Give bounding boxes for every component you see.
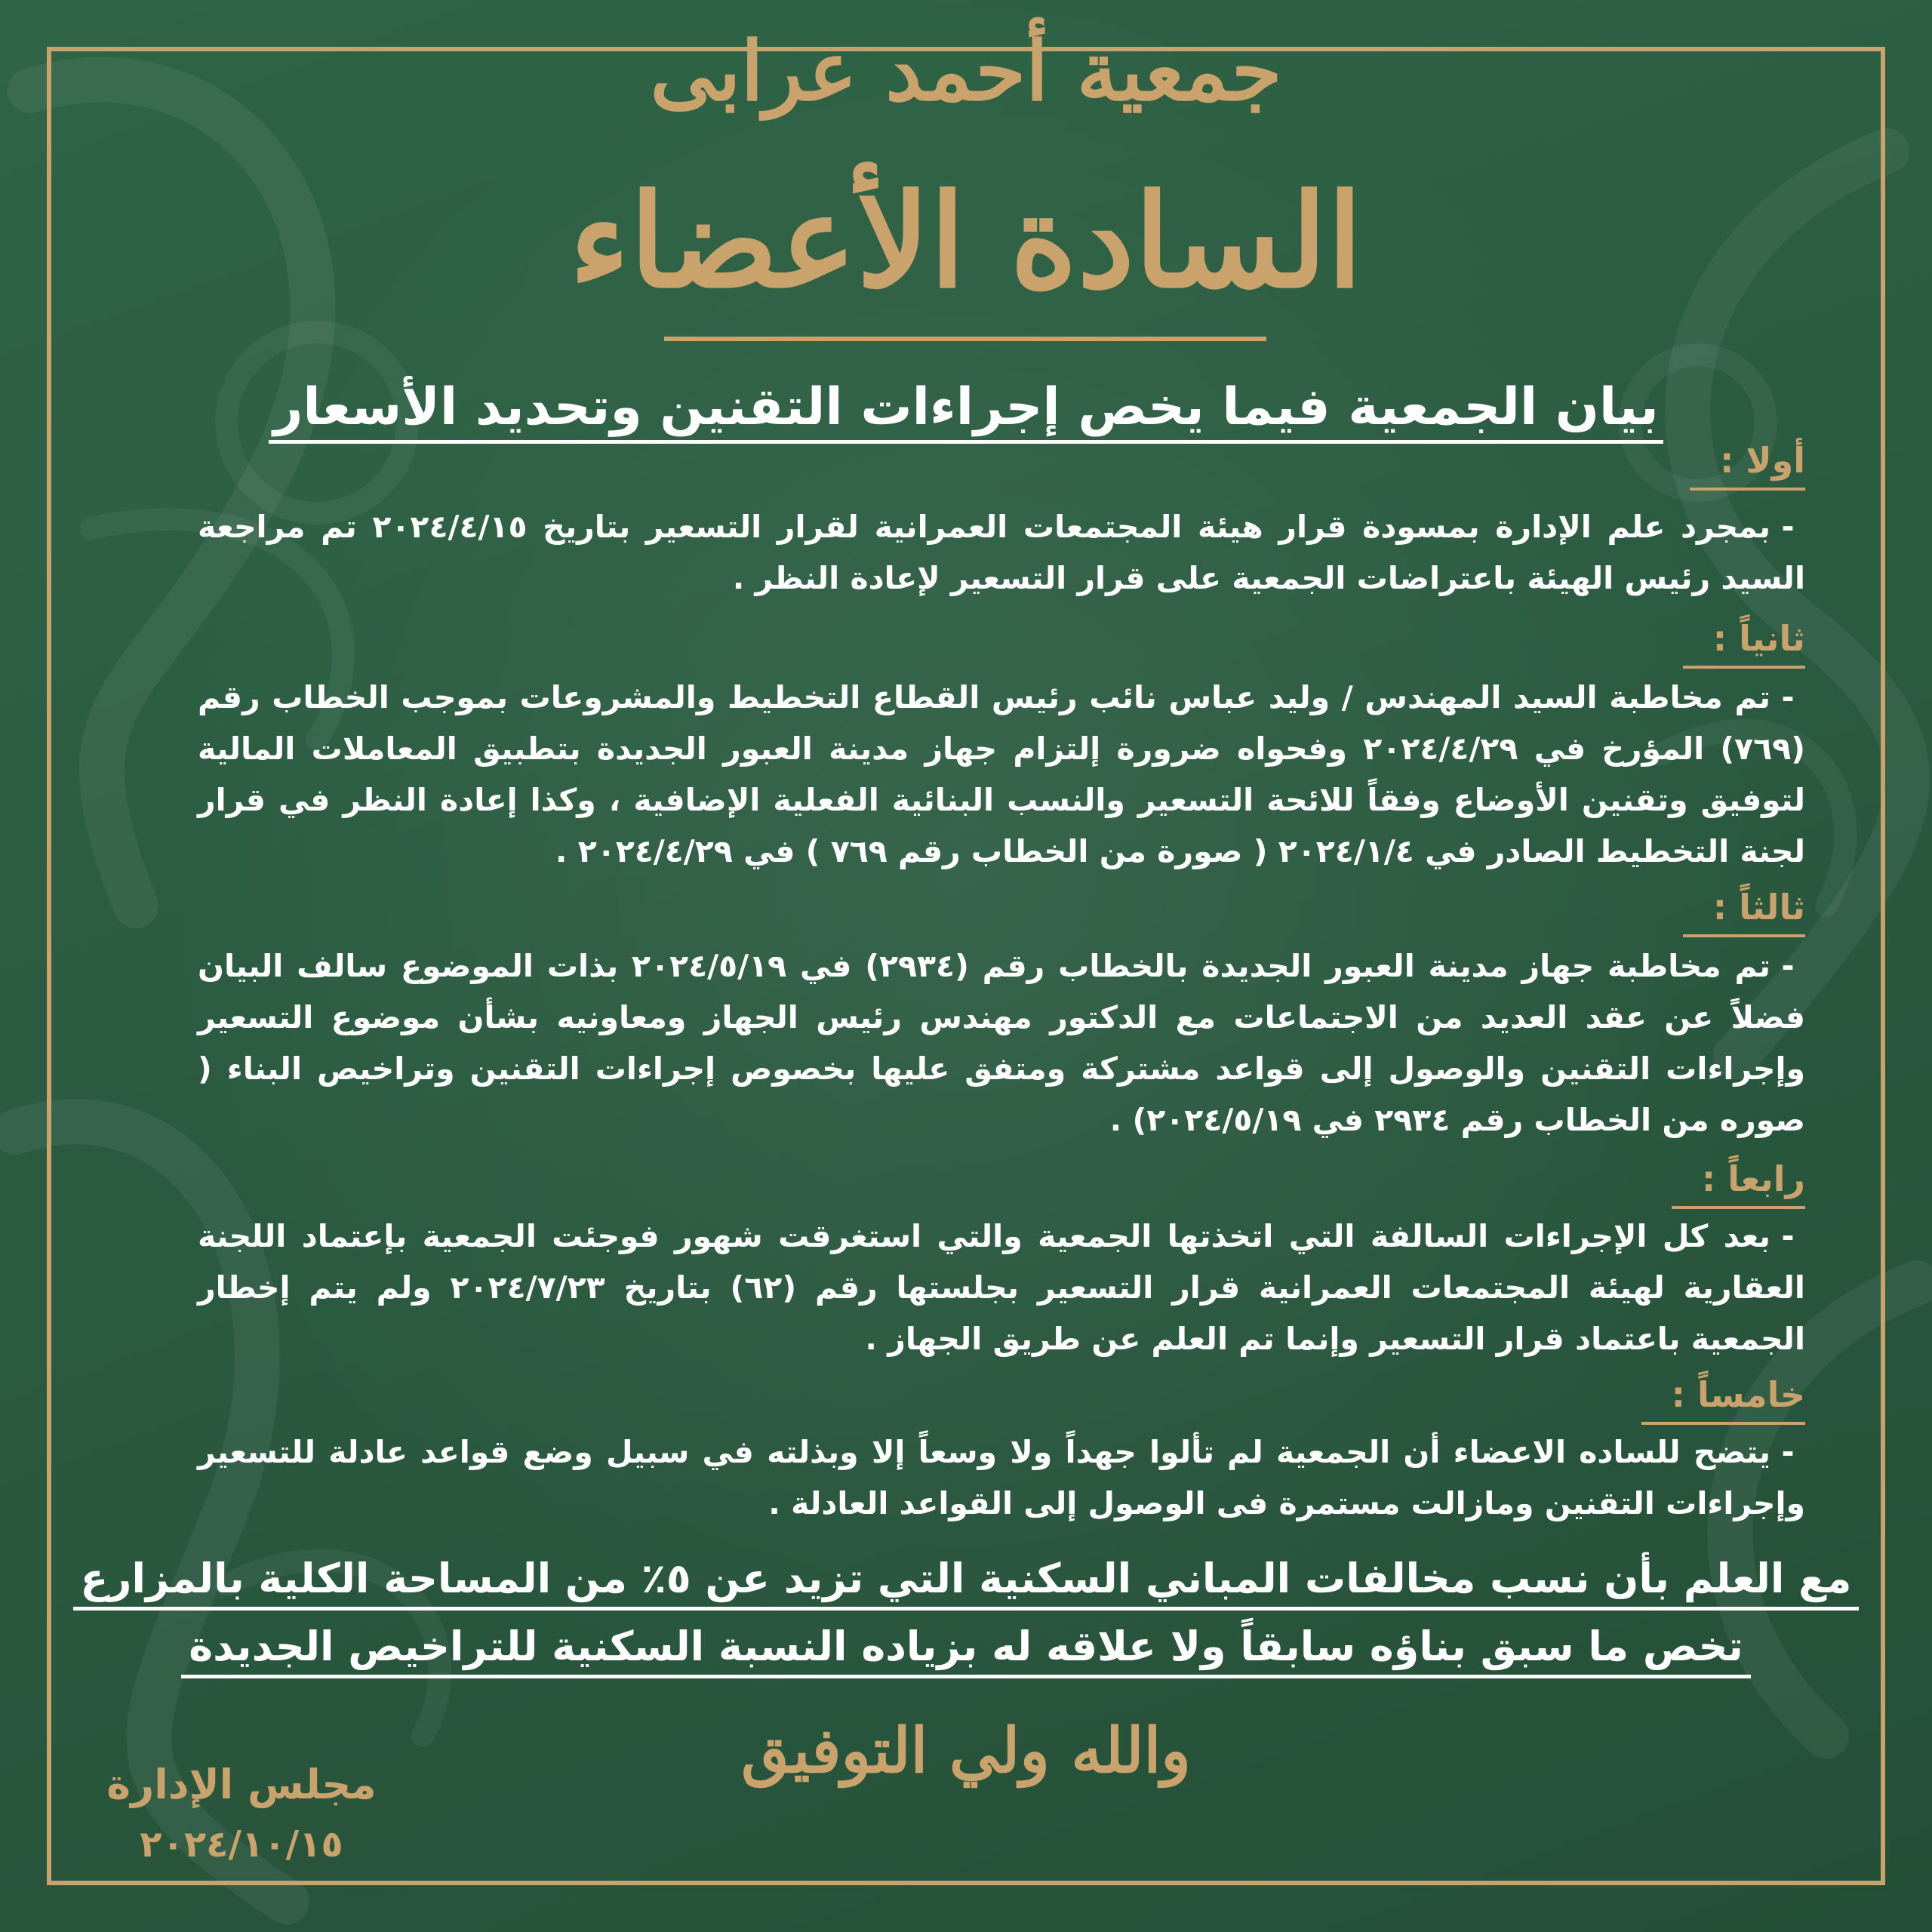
section-heading-fifth: خامساً : [1641,1371,1805,1425]
section-heading-third: ثالثاً : [1683,883,1805,937]
note-line-1 [0,1547,1932,1611]
subject-text: بيان الجمعية فيما يخص إجراءات التقنين وتحديد الأسعار [269,377,1663,444]
closing-phrase: والله ولي التوفيق [741,1715,1191,1787]
note-line-2 [0,1615,1932,1678]
section-body-second [198,672,1805,877]
section-heading-first: أولا : [1690,436,1805,491]
page-title: السادة الأعضاء [569,166,1363,317]
section-text: بعد كل الإجراءات السالفة التي اتخذتها الجمعية والتي استغرقت شهور فوجئت الجمعية بإعتماد اللجنة العقارية لهيئة المجتمعات العمرانية قرار التسعير بجلستها رقم (٦٢) بتاريخ ٢٠٢٤/٧/٢٣ ولم يتم إخطار الجمعية باعتماد قرار التسعير وإنما تم العلم عن طريق الجهاز . [198,1218,1805,1357]
note-text-1: مع العلم بأن نسب مخالفات المباني السكنية التي تزيد عن ٥٪ من المساحة الكلية بالمزارع [73,1555,1860,1611]
section-text: يتضح للساده الاعضاء أن الجمعية لم تألوا جهداً ولا وسعاً إلا وبذلته في سبيل وضع قواعد عادلة للتسعير وإجراءات التقنين ومازالت مستمرة فى الوصول إلى القواعد العادلة . [198,1434,1805,1521]
section-body-fourth [198,1211,1805,1364]
section-body-fifth [198,1426,1805,1529]
signature-date: ٢٠٢٤/١٠/١٥ [140,1823,343,1866]
board-signature: مجلس الإدارة [106,1761,377,1808]
statement-subject [0,370,1932,445]
bullet-dash: - [1781,679,1795,715]
bullet-dash: - [1781,509,1795,545]
organization-name: جمعية أحمد عرابى [650,24,1282,119]
section-heading-second: ثانياً : [1683,614,1805,669]
section-text: بمجرد علم الإدارة بمسودة قرار هيئة المجتمعات العمرانية لقرار التسعير بتاريخ ٢٠٢٤/٤/١٥ تم مراجعة السيد رئيس الهيئة باعتراضات الجمعية على قرار التسعير لإعادة النظر . [198,509,1805,596]
title-divider [664,337,1266,341]
section-heading-fourth: رابعاً : [1672,1155,1805,1209]
bullet-dash: - [1781,1434,1795,1470]
section-text: تم مخاطبة جهاز مدينة العبور الجديدة بالخطاب رقم (٢٩٣٤) في ٢٠٢٤/٥/١٩ بذات الموضوع سالف البيان فضلاً عن عقد العديد من الاجتماعات مع الدكتور مهندس رئيس الجهاز ومعاونيه بشأن موضوع التسعير وإجراءات التقنين والوصول إلى قواعد مشتركة ومتفق عليها بخصوص إجراءات التقنين وتراخيص البناء ( صوره من الخطاب رقم ٢٩٣٤ في ٢٠٢٤/٥/١٩) . [198,948,1805,1138]
section-body-third [198,940,1805,1146]
bullet-dash: - [1781,1218,1795,1254]
bullet-dash: - [1781,948,1795,984]
note-text-2: تخص ما سبق بناؤه سابقاً ولا علاقه له بزياده النسبة السكنية للتراخيص الجديدة [181,1623,1751,1678]
section-body-first [198,501,1805,604]
section-text: تم مخاطبة السيد المهندس / وليد عباس نائب رئيس القطاع التخطيط والمشروعات بموجب الخطاب رقم (٧٦٩) المؤرخ في ٢٠٢٤/٤/٢٩ وفحواه ضرورة إلتزام جهاز مدينة العبور الجديدة بتطبيق المعاملات المالية لتوفيق وتقنين الأوضاع وفقاً للائحة التسعير والنسب البنائية الفعلية الإضافية ، وكذا إعادة النظر في قرار لجنة التخطيط الصادر في ٢٠٢٤/١/٤ ( صورة من الخطاب رقم ٧٦٩ ) في ٢٠٢٤/٤/٢٩ . [198,679,1805,869]
